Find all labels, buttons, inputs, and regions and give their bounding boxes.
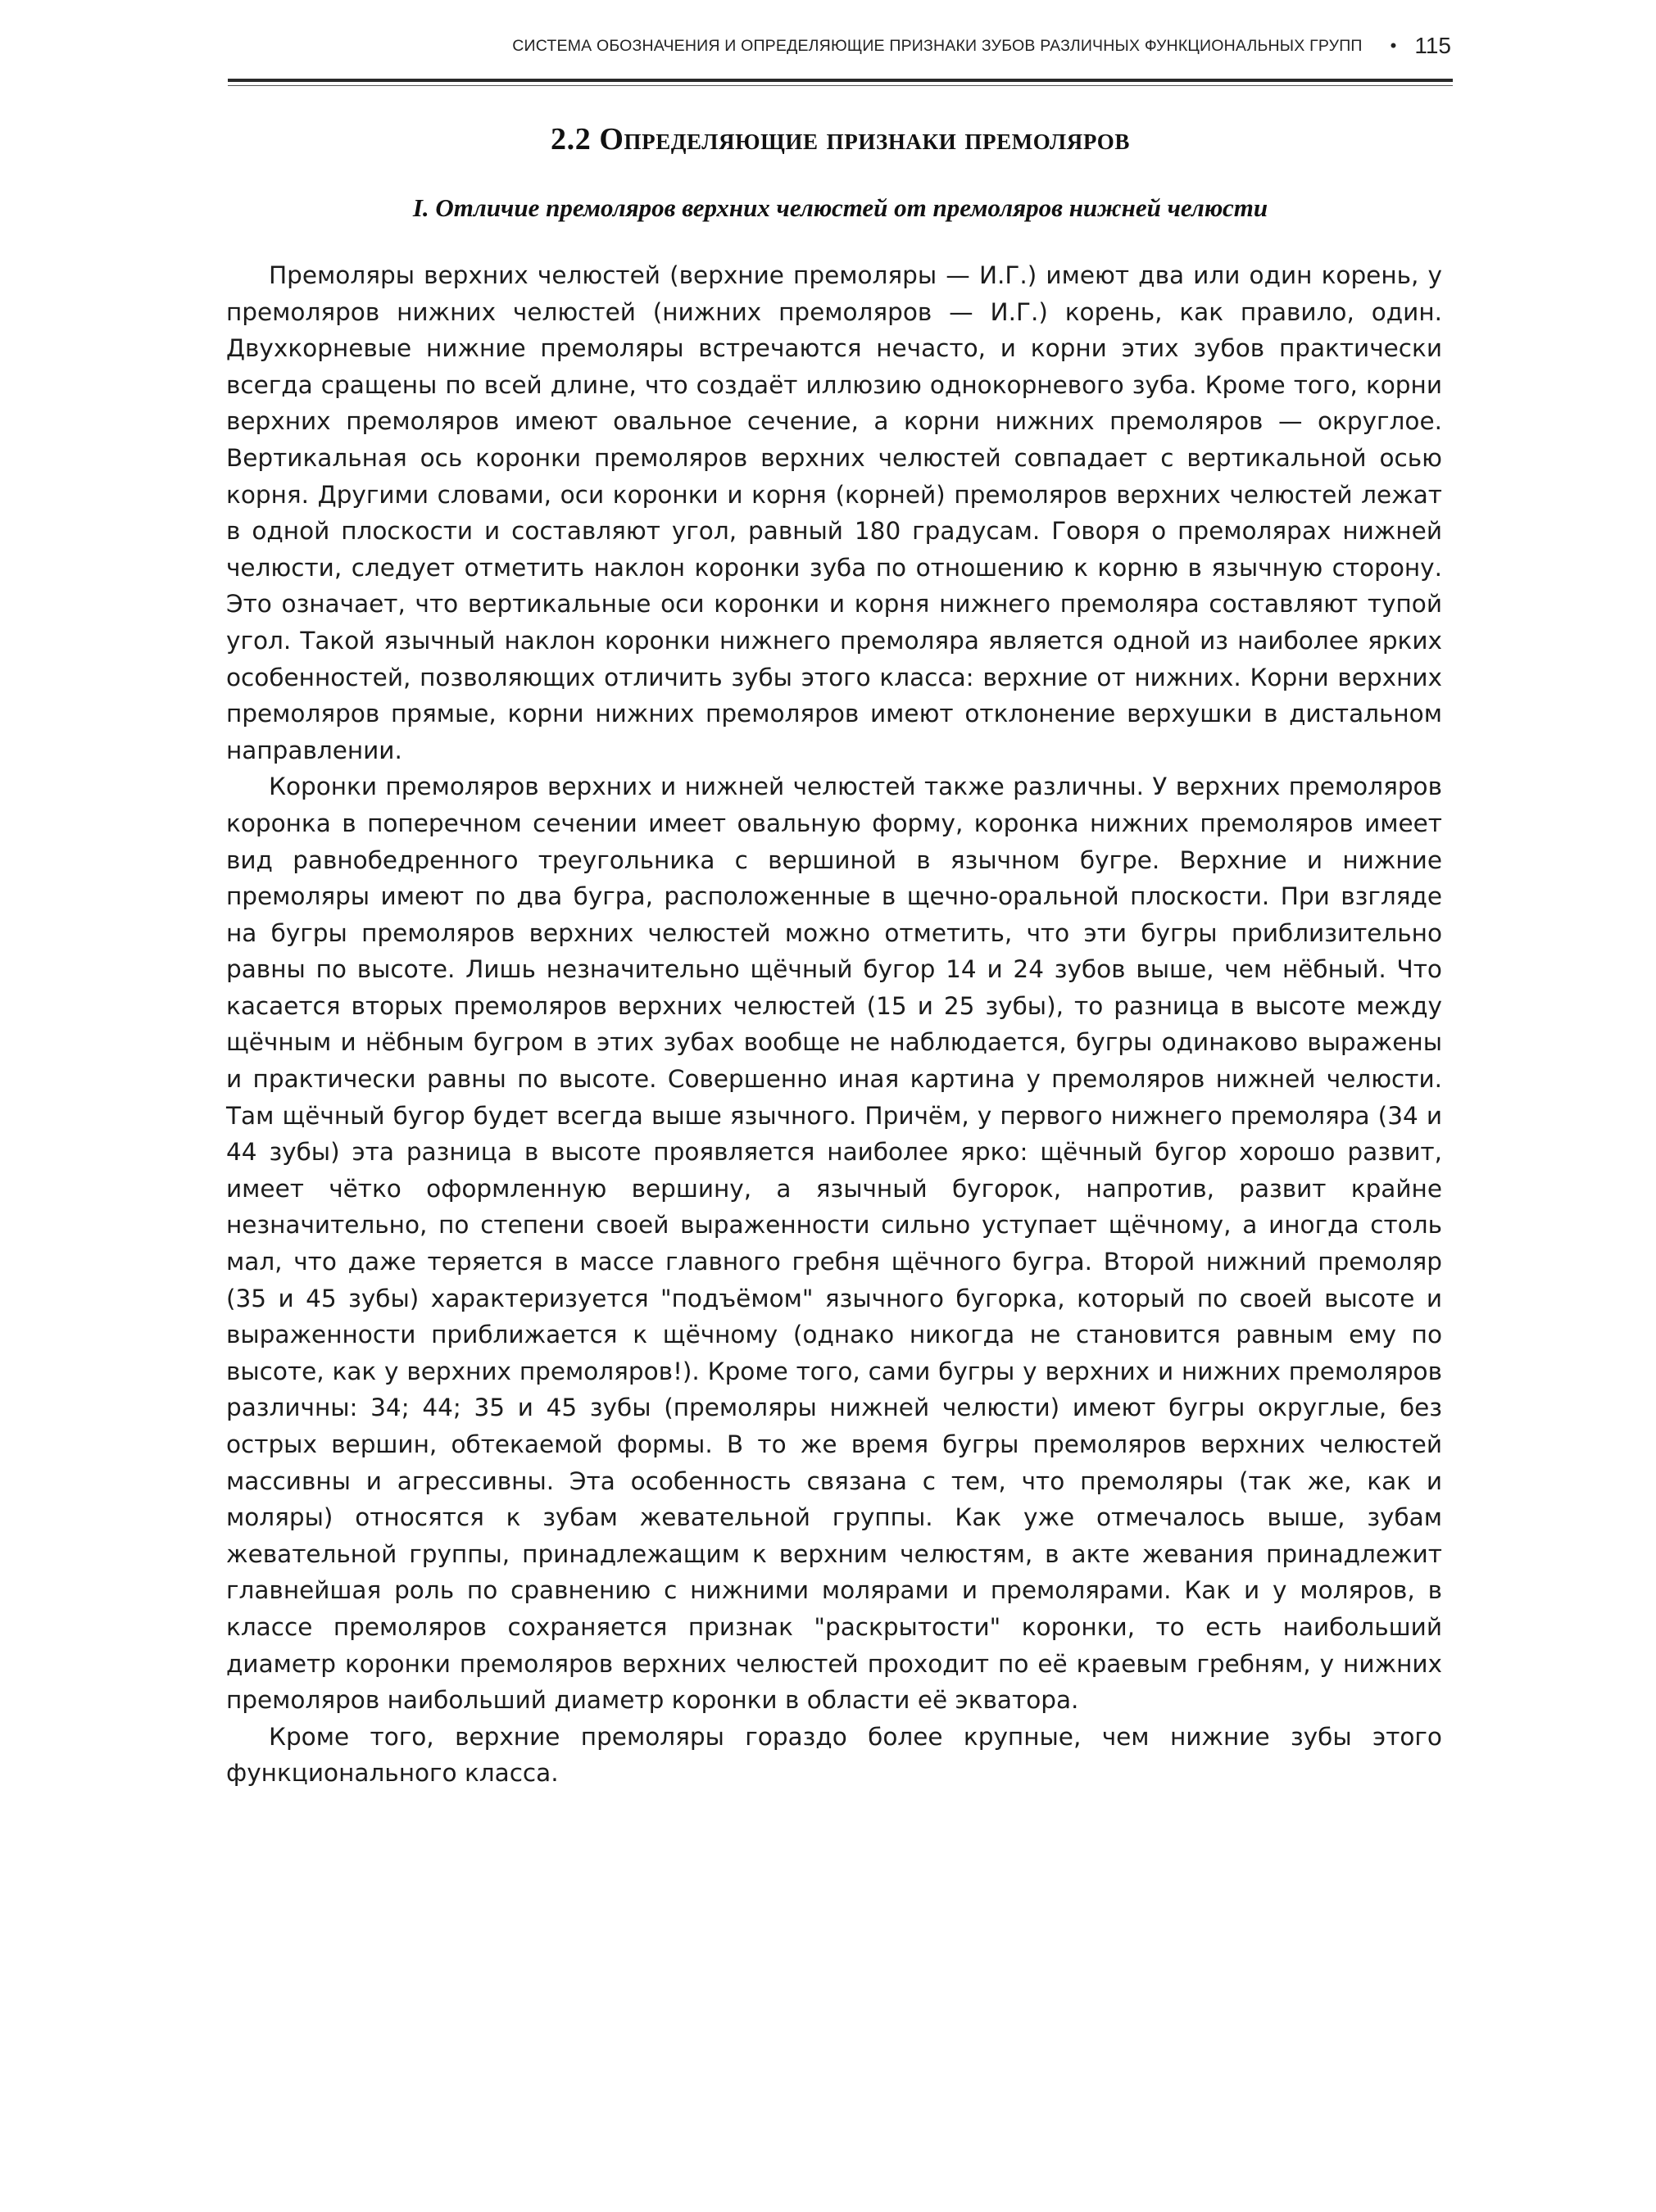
- bullet-separator: •: [1390, 35, 1397, 56]
- paragraph: Кроме того, верхние премоляры гораздо более крупные, чем нижние зубы этого функционального класса.: [226, 1722, 1442, 1788]
- subsection-title: I. Отличие премоляров верхних челюстей от премоляров нижней челюсти: [412, 193, 1268, 222]
- paragraph: Премоляры верхних челюстей (верхние премоляры — И.Г.) имеют два или один корень, у премоляров нижних челюстей (нижних премоляров — И.Г.) корень, как правило, один. Двухкорневые нижние премоляры встречаются нечасто, и корни этих зубов практически всегда сращены по всей длине, что создаёт иллюзию однокорневого зуба. Кроме того, корни верхних премоляров имеют овальное сечение, а корни нижних премоляров — округлое. Вертикальная ось коронки премоляров верхних челюстей совпадает с вертикальной осью корня. Другими словами, оси коронки и корня (корней) премоляров верхних челюстей лежат в одной плоскости и составляют угол, равный 180 градусам. Говоря о премолярах нижней челюсти, следует отметить наклон коронки зуба по отношению к корню в язычную сторону. Это означает, что вертикальные оси коронки и корня нижнего премоляра составляют тупой угол. Такой язычный наклон коронки нижнего премоляра является одной из наиболее ярких особенностей, позволяющих отличить зубы этого класса: верхние от нижних. Корни верхних премоляров прямые, корни нижних премоляров имеют отклонение верхушки в дистальном направлении.: [226, 261, 1442, 764]
- paragraph: Коронки премоляров верхних и нижней челюстей также различны. У верхних премоляров коронка в поперечном сечении имеет овальную форму, коронка нижних премоляров имеет вид равнобедренного треугольника с вершиной в язычном бугре. Верхние и нижние премоляры имеют по два бугра, расположенные в щечно-оральной плоскости. При взгляде на бугры премоляров верхних челюстей можно отметить, что эти бугры приблизительно равны по высоте. Лишь незначительно щёчный бугор 14 и 24 зубов выше, чем нёбный. Что касается вторых премоляров верхних челюстей (15 и 25 зубы), то разница в высоте между щёчным и нёбным бугром в этих зубах вообще не наблюдается, бугры одинаково выражены и практически равны по высоте. Совершенно иная картина у премоляров нижней челюсти. Там щёчный бугор будет всегда выше язычного. Причём, у первого нижнего премоляра (34 и 44 зубы) эта разница в высоте проявляется наиболее ярко: щёчный бугор хорошо развит, имеет чётко оформленную вершину, а язычный бугорок, напротив, развит крайне незначительно, по степени своей выраженности сильно уступает щёчному, а иногда столь мал, что даже теряется в массе главного гребня щёчного бугра. Второй нижний премоляр (35 и 45 зубы) характеризуется "подъёмом" язычного бугорка, который по своей высоте и выраженности приближается к щёчному (однако никогда не становится равным ему по высоте, как у верхних премоляров!). Кроме того, сами бугры у верхних и нижних премоляров различны: 34; 44; 35 и 45 зубы (премоляры нижней челюсти) имеют бугры округлые, без острых вершин, обтекаемой формы. В то же время бугры премоляров верхних челюстей массивны и агрессивны. Эта особенность связана с тем, что премоляры (так же, как и моляры) относятся к зубам жевательной группы. Как уже отмечалось выше, зубам жевательной группы, принадлежащим к верхним челюстям, в акте жевания принадлежит главнейшая роль по сравнению с нижними молярами и премолярами. Как и у моляров, в классе премоляров сохраняется признак "раскрытости" коронки, то есть наибольший диаметр коронки премоляров верхних челюстей проходит по её краевым гребням, у нижних премоляров наибольший диаметр коронки в области её экватора.: [226, 773, 1442, 1715]
- header-rule-thick: [228, 79, 1453, 82]
- body-text: [226, 257, 1442, 1792]
- section-title: 2.2 Определяющие признаки премоляров: [551, 122, 1130, 156]
- running-header: [229, 28, 1451, 64]
- header-rule-thin: [228, 85, 1453, 86]
- page-number: 115: [1414, 33, 1451, 58]
- running-title: СИСТЕМА ОБОЗНАЧЕНИЯ И ОПРЕДЕЛЯЮЩИЕ ПРИЗНАКИ ЗУБОВ РАЗЛИЧНЫХ ФУНКЦИОНАЛЬНЫХ ГРУПП: [512, 36, 1363, 55]
